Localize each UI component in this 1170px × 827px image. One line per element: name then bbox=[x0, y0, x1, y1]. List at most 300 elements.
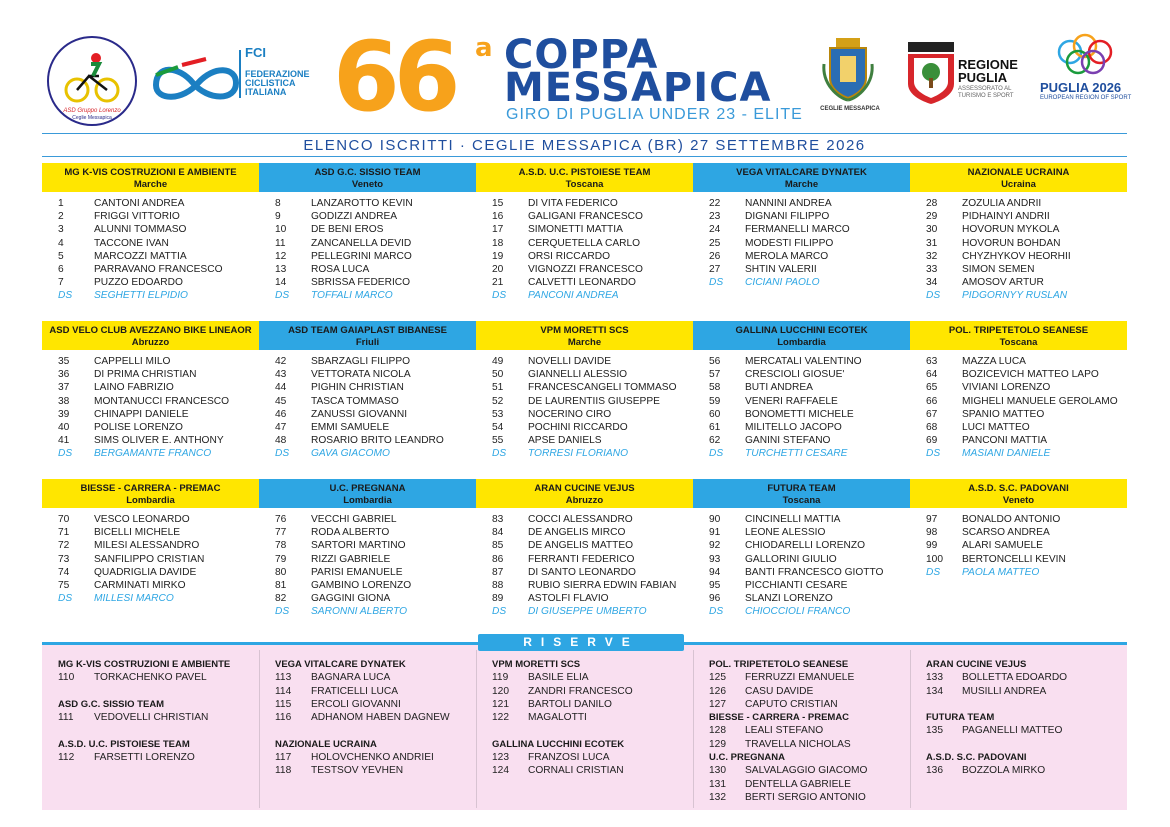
team-block bbox=[476, 479, 693, 619]
riserve-spacer bbox=[259, 724, 476, 737]
rider-row bbox=[693, 223, 910, 236]
team-name: VPM MORETTI SCS bbox=[540, 325, 629, 336]
ds-row bbox=[259, 289, 476, 302]
team-name: BIESSE - CARRERA - PREMAC bbox=[80, 483, 221, 494]
rider-name: COCCI ALESSANDRO bbox=[528, 514, 633, 525]
rider-row bbox=[476, 381, 693, 394]
team-region: Ucraina bbox=[1001, 179, 1036, 190]
rider-row bbox=[910, 381, 1127, 394]
rider-number: 25 bbox=[709, 237, 721, 249]
rider-list bbox=[476, 508, 693, 619]
rider-row bbox=[259, 355, 476, 368]
riserve-name: BOZZOLA MIRKO bbox=[962, 765, 1046, 777]
rider-name: LAINO FABRIZIO bbox=[94, 382, 174, 394]
rider-row bbox=[42, 381, 259, 394]
rider-number: 77 bbox=[275, 527, 287, 539]
team-block bbox=[259, 163, 476, 303]
rider-row bbox=[259, 421, 476, 434]
rider-number: 23 bbox=[709, 211, 721, 223]
rider-name: DI PRIMA CHRISTIAN bbox=[94, 369, 197, 381]
rider-name: SBARZAGLI FILIPPO bbox=[311, 356, 411, 367]
event-title-line2: MESSAPICA bbox=[504, 65, 772, 111]
rider-number: 80 bbox=[275, 566, 287, 578]
team-block bbox=[42, 321, 259, 461]
team-region: Lombardia bbox=[777, 337, 826, 348]
rider-row bbox=[42, 553, 259, 566]
riserve-name: FRANZOSI LUCA bbox=[528, 752, 610, 764]
rider-row bbox=[910, 276, 1127, 289]
rider-number: 32 bbox=[926, 250, 938, 262]
ds-row bbox=[42, 592, 259, 605]
riserve-number: 126 bbox=[709, 685, 726, 697]
riserve-name: FARSETTI LORENZO bbox=[94, 752, 195, 764]
team-block bbox=[42, 479, 259, 605]
team-block bbox=[693, 479, 910, 619]
rider-name: TACCONE IVAN bbox=[94, 237, 169, 249]
rider-name: NANNINI ANDREA bbox=[745, 198, 832, 209]
rider-name: SCARSO ANDREA bbox=[962, 527, 1050, 539]
team-header bbox=[259, 321, 476, 350]
rider-number: 93 bbox=[709, 553, 721, 565]
rider-list bbox=[259, 192, 476, 303]
riserve-name: BAGNARA LUCA bbox=[311, 672, 391, 684]
riserve-number: 134 bbox=[926, 685, 943, 697]
ds-name: CHIOCCIOLI FRANCO bbox=[745, 606, 851, 618]
riserve-row bbox=[476, 671, 693, 684]
riserve-spacer bbox=[476, 724, 693, 737]
riserve-name: SALVALAGGIO GIACOMO bbox=[745, 765, 868, 777]
rider-row bbox=[476, 237, 693, 250]
team-name: A.S.D. U.C. PISTOIESE TEAM bbox=[518, 167, 651, 178]
rider-row bbox=[259, 276, 476, 289]
riserve-name: HOLOVCHENKO ANDRIEI bbox=[311, 752, 434, 764]
rider-name: GAGGINI GIONA bbox=[311, 593, 391, 605]
rider-name: RODA ALBERTO bbox=[311, 527, 390, 539]
rider-number: 38 bbox=[58, 395, 70, 407]
rider-number: 71 bbox=[58, 527, 70, 539]
rider-number: 84 bbox=[492, 527, 504, 539]
rider-number: 10 bbox=[275, 224, 287, 236]
ds-name: DI GIUSEPPE UMBERTO bbox=[528, 606, 647, 618]
rider-row bbox=[476, 408, 693, 421]
rider-name: DE BENI EROS bbox=[311, 224, 384, 236]
event-subtitle: GIRO DI PUGLIA UNDER 23 - ELITE bbox=[506, 106, 803, 123]
riserve-row bbox=[693, 685, 910, 698]
riserve-number: 111 bbox=[58, 712, 74, 724]
rider-name: GANINI STEFANO bbox=[745, 435, 831, 447]
ds-row bbox=[476, 447, 693, 460]
rider-row bbox=[259, 526, 476, 539]
riserve-number: 123 bbox=[492, 752, 509, 764]
riserve-row bbox=[693, 738, 910, 751]
team-header bbox=[476, 479, 693, 508]
rider-number: 92 bbox=[709, 540, 721, 552]
riserve-row bbox=[42, 671, 259, 684]
team-block bbox=[693, 163, 910, 289]
rider-name: DE ANGELIS MATTEO bbox=[528, 540, 634, 552]
riserve-name: VEDOVELLI CHRISTIAN bbox=[94, 712, 209, 724]
riserve-name: TRAVELLA NICHOLAS bbox=[745, 738, 851, 750]
rider-row bbox=[910, 223, 1127, 236]
rider-row bbox=[259, 539, 476, 552]
rider-name: MIGHELI MANUELE GEROLAMO bbox=[962, 395, 1118, 407]
rider-number: 42 bbox=[275, 356, 287, 367]
rider-row bbox=[476, 210, 693, 223]
rider-row bbox=[693, 539, 910, 552]
riserve-team-name: ARAN CUCINE VEJUS bbox=[926, 659, 1027, 670]
rider-row bbox=[42, 263, 259, 276]
team-name: NAZIONALE UCRAINA bbox=[967, 167, 1070, 178]
rider-row bbox=[693, 526, 910, 539]
rider-number: 30 bbox=[926, 224, 938, 236]
rider-row bbox=[259, 434, 476, 447]
riserve-row bbox=[910, 724, 1127, 737]
ds-name: CICIANI PAOLO bbox=[745, 277, 820, 289]
ds-label: DS bbox=[709, 277, 724, 289]
rider-name: ORSI RICCARDO bbox=[528, 250, 611, 262]
rider-number: 61 bbox=[709, 421, 721, 433]
puglia-2026-title: PUGLIA 2026 bbox=[1040, 80, 1122, 95]
rider-row bbox=[42, 368, 259, 381]
riserve-row bbox=[693, 698, 910, 711]
rider-row bbox=[910, 395, 1127, 408]
rider-row bbox=[259, 197, 476, 210]
rider-name: POLISE LORENZO bbox=[94, 421, 183, 433]
rider-name: GODIZZI ANDREA bbox=[311, 211, 398, 223]
rider-name: VIGNOZZI FRANCESCO bbox=[528, 263, 643, 275]
rider-name: SIMONETTI MATTIA bbox=[528, 224, 623, 236]
rider-name: DIGNANI FILIPPO bbox=[745, 211, 830, 223]
team-region: Toscana bbox=[565, 179, 604, 190]
ds-label: DS bbox=[709, 448, 724, 460]
team-block bbox=[42, 163, 259, 303]
rider-row bbox=[259, 250, 476, 263]
rider-number: 72 bbox=[58, 540, 70, 552]
riserve-number: 112 bbox=[58, 752, 75, 764]
regione-title-2: PUGLIA bbox=[958, 70, 1008, 85]
rider-name: FRANCESCANGELI TOMMASO bbox=[528, 382, 677, 394]
rider-row bbox=[259, 223, 476, 236]
riserve-row bbox=[476, 685, 693, 698]
rider-name: NOVELLI DAVIDE bbox=[528, 356, 612, 367]
rider-name: VECCHI GABRIEL bbox=[311, 514, 397, 525]
rider-name: LUCI MATTEO bbox=[962, 421, 1030, 433]
ds-row bbox=[910, 289, 1127, 302]
rider-name: PICCHIANTI CESARE bbox=[745, 579, 848, 591]
rider-name: FERMANELLI MARCO bbox=[745, 224, 850, 236]
riserve-team-name: A.S.D. S.C. PADOVANI bbox=[926, 752, 1027, 764]
rider-row bbox=[693, 566, 910, 579]
team-header bbox=[910, 163, 1127, 192]
rider-name: VETTORATA NICOLA bbox=[311, 369, 411, 381]
team-name: ASD TEAM GAIAPLAST BIBANESE bbox=[288, 325, 447, 336]
riserve-number: 125 bbox=[709, 672, 726, 684]
rider-row bbox=[42, 395, 259, 408]
riserve-row bbox=[910, 671, 1127, 684]
rider-row bbox=[476, 250, 693, 263]
riserve-number: 127 bbox=[709, 698, 726, 710]
rider-name: QUADRIGLIA DAVIDE bbox=[94, 566, 197, 578]
regione-title-1: REGIONE bbox=[958, 57, 1018, 72]
rider-name: ZANCANELLA DEVID bbox=[311, 237, 412, 249]
rider-number: 75 bbox=[58, 579, 70, 591]
ds-name: SARONNI ALBERTO bbox=[311, 606, 408, 618]
riserve-number: 120 bbox=[492, 685, 509, 697]
riserve-row bbox=[259, 685, 476, 698]
rider-row bbox=[476, 223, 693, 236]
ds-name: BERGAMANTE FRANCO bbox=[94, 448, 212, 460]
rider-row bbox=[910, 250, 1127, 263]
rider-number: 49 bbox=[492, 356, 504, 367]
rider-number: 76 bbox=[275, 514, 287, 525]
rider-row bbox=[476, 395, 693, 408]
rider-row bbox=[910, 197, 1127, 210]
rider-number: 8 bbox=[275, 198, 281, 209]
team-name: U.C. PREGNANA bbox=[329, 483, 406, 494]
rider-row bbox=[693, 368, 910, 381]
rider-row bbox=[476, 553, 693, 566]
rider-number: 65 bbox=[926, 382, 938, 394]
rider-name: PELLEGRINI MARCO bbox=[311, 250, 412, 262]
riserve-team-name: FUTURA TEAM bbox=[926, 712, 995, 724]
rider-row bbox=[476, 434, 693, 447]
rider-name: LEONE ALESSIO bbox=[745, 527, 826, 539]
riserve-row bbox=[476, 711, 693, 724]
rider-name: PUZZO EDOARDO bbox=[94, 277, 183, 289]
rider-number: 24 bbox=[709, 224, 721, 236]
rider-number: 2 bbox=[58, 211, 64, 223]
rider-row bbox=[42, 276, 259, 289]
rider-name: BUTI ANDREA bbox=[745, 382, 813, 394]
rider-row bbox=[693, 395, 910, 408]
riserve-row bbox=[42, 751, 259, 764]
ds-row bbox=[693, 605, 910, 618]
rider-row bbox=[259, 553, 476, 566]
riserve-number: 122 bbox=[492, 712, 509, 724]
rider-name: HOVORUN BOHDAN bbox=[962, 237, 1061, 249]
logo-text-2: Ceglie Messapica bbox=[72, 115, 112, 121]
rider-number: 28 bbox=[926, 198, 938, 209]
team-name: A.S.D. S.C. PADOVANI bbox=[968, 483, 1069, 494]
rider-number: 3 bbox=[58, 224, 64, 236]
rider-row bbox=[476, 355, 693, 368]
rider-row bbox=[910, 539, 1127, 552]
riserve-row bbox=[476, 751, 693, 764]
riserve-team-name: A.S.D. U.C. PISTOIESE TEAM bbox=[58, 738, 190, 750]
rider-row bbox=[476, 276, 693, 289]
gruppo-lorenzo-logo bbox=[47, 36, 137, 126]
rider-row bbox=[42, 421, 259, 434]
rider-list bbox=[259, 350, 476, 461]
riserve-row bbox=[42, 711, 259, 724]
rider-list bbox=[42, 508, 259, 605]
rider-number: 13 bbox=[275, 263, 287, 275]
rider-row bbox=[476, 421, 693, 434]
riserve-column bbox=[259, 658, 476, 778]
riserve-row bbox=[910, 764, 1127, 777]
rider-row bbox=[259, 566, 476, 579]
riserve-number: 118 bbox=[275, 765, 292, 777]
rider-name: SBRISSA FEDERICO bbox=[311, 277, 411, 289]
rider-name: GIANNELLI ALESSIO bbox=[528, 369, 628, 381]
riserve-row bbox=[476, 764, 693, 777]
ds-row bbox=[259, 605, 476, 618]
team-region: Toscana bbox=[782, 495, 821, 506]
rider-row bbox=[42, 197, 259, 210]
rider-name: BOZICEVICH MATTEO LAPO bbox=[962, 369, 1099, 381]
rider-name: SLANZI LORENZO bbox=[745, 593, 833, 605]
riserve-team-name: U.C. PREGNANA bbox=[709, 752, 786, 764]
riserve-team-name: POL. TRIPETETOLO SEANESE bbox=[709, 659, 849, 670]
rider-row bbox=[476, 526, 693, 539]
rider-row bbox=[42, 250, 259, 263]
riserve-number: 128 bbox=[709, 725, 726, 737]
rider-row bbox=[42, 513, 259, 526]
riserve-column bbox=[42, 658, 259, 764]
team-header bbox=[476, 163, 693, 192]
riserve-number: 115 bbox=[275, 698, 292, 710]
rider-number: 57 bbox=[709, 369, 721, 381]
riserve-team-name: VEGA VITALCARE DYNATEK bbox=[275, 659, 406, 670]
rider-row bbox=[42, 355, 259, 368]
rider-name: CINCINELLI MATTIA bbox=[745, 514, 841, 525]
riserve-team-name: NAZIONALE UCRAINA bbox=[275, 738, 377, 750]
rider-name: PARRAVANO FRANCESCO bbox=[94, 263, 223, 275]
rider-row bbox=[910, 526, 1127, 539]
riserve-number: 116 bbox=[275, 712, 292, 724]
rider-name: FERRANTI FEDERICO bbox=[528, 553, 635, 565]
riserve-row bbox=[259, 671, 476, 684]
rider-number: 64 bbox=[926, 369, 938, 381]
rider-row bbox=[259, 210, 476, 223]
rider-name: BICELLI MICHELE bbox=[94, 527, 181, 539]
ds-row bbox=[476, 289, 693, 302]
rider-number: 46 bbox=[275, 408, 287, 420]
riserve-spacer bbox=[42, 724, 259, 737]
riserve-name: MAGALOTTI bbox=[528, 712, 587, 724]
rider-name: POCHINI RICCARDO bbox=[528, 421, 628, 433]
riserve-row bbox=[259, 698, 476, 711]
rider-row bbox=[259, 579, 476, 592]
rider-number: 9 bbox=[275, 211, 281, 223]
riserve-name: FRATICELLI LUCA bbox=[311, 685, 398, 697]
rider-name: ZANUSSI GIOVANNI bbox=[311, 408, 408, 420]
rider-row bbox=[693, 210, 910, 223]
rider-number: 47 bbox=[275, 421, 287, 433]
riserve-name: CORNALI CRISTIAN bbox=[528, 765, 624, 777]
rider-number: 39 bbox=[58, 408, 70, 420]
riserve-divider bbox=[476, 650, 477, 808]
rider-name: VENERI RAFFAELE bbox=[745, 395, 838, 407]
team-region: Lombardia bbox=[343, 495, 392, 506]
rider-name: NOCERINO CIRO bbox=[528, 408, 612, 420]
rider-number: 96 bbox=[709, 593, 721, 605]
rider-number: 22 bbox=[709, 198, 721, 209]
ds-name: GAVA GIACOMO bbox=[311, 448, 390, 460]
rider-name: BERTONCELLI KEVIN bbox=[962, 553, 1066, 565]
ds-label: DS bbox=[275, 290, 290, 302]
fci-line-2: CICLISTICA bbox=[245, 78, 296, 88]
team-region: Veneto bbox=[1002, 495, 1035, 506]
riserve-number: 121 bbox=[492, 698, 509, 710]
rider-name: ROSARIO BRITO LEANDRO bbox=[311, 435, 444, 447]
rider-row bbox=[693, 263, 910, 276]
rider-list bbox=[910, 508, 1127, 579]
riserve-name: ERCOLI GIOVANNI bbox=[311, 698, 401, 710]
rider-name: DE ANGELIS MIRCO bbox=[528, 527, 626, 539]
team-header bbox=[42, 321, 259, 350]
team-block bbox=[476, 163, 693, 303]
ds-name: TORRESI FLORIANO bbox=[528, 448, 629, 460]
riserve-team-name: VPM MORETTI SCS bbox=[492, 659, 581, 670]
rider-list bbox=[693, 350, 910, 461]
rider-number: 100 bbox=[926, 553, 943, 565]
rider-row bbox=[259, 592, 476, 605]
rider-number: 88 bbox=[492, 579, 504, 591]
team-header bbox=[259, 479, 476, 508]
riserve-number: 113 bbox=[275, 672, 292, 684]
rider-number: 69 bbox=[926, 435, 938, 447]
riserve-row bbox=[910, 685, 1127, 698]
ds-label: DS bbox=[926, 290, 941, 302]
team-block bbox=[259, 321, 476, 461]
rider-number: 5 bbox=[58, 250, 64, 262]
rider-row bbox=[259, 408, 476, 421]
rider-row bbox=[42, 223, 259, 236]
rider-name: LANZAROTTO KEVIN bbox=[311, 198, 413, 209]
rider-number: 79 bbox=[275, 553, 287, 565]
rider-number: 90 bbox=[709, 514, 721, 525]
rider-number: 99 bbox=[926, 540, 938, 552]
rider-name: GALLORINI GIULIO bbox=[745, 553, 837, 565]
regione-puglia-emblem bbox=[906, 40, 956, 106]
rider-name: ROSA LUCA bbox=[311, 263, 370, 275]
rider-row bbox=[693, 513, 910, 526]
rider-row bbox=[259, 381, 476, 394]
rider-row bbox=[693, 237, 910, 250]
rider-row bbox=[476, 566, 693, 579]
rider-number: 26 bbox=[709, 250, 721, 262]
rider-number: 18 bbox=[492, 237, 504, 249]
team-block bbox=[693, 321, 910, 461]
rider-row bbox=[42, 579, 259, 592]
rider-row bbox=[476, 579, 693, 592]
team-region: Friuli bbox=[355, 337, 380, 348]
rider-name: CANTONI ANDREA bbox=[94, 198, 185, 209]
riserve-row bbox=[693, 778, 910, 791]
ds-name: MILLESI MARCO bbox=[94, 593, 174, 605]
rider-name: DI SANTO LEONARDO bbox=[528, 566, 636, 578]
rider-row bbox=[910, 421, 1127, 434]
team-name: ARAN CUCINE VEJUS bbox=[534, 483, 635, 494]
ds-label: DS bbox=[275, 448, 290, 460]
riserve-name: PAGANELLI MATTEO bbox=[962, 725, 1063, 737]
ds-row bbox=[42, 289, 259, 302]
riserve-name: TESTSOV YEVHEN bbox=[311, 765, 404, 777]
riserve-spacer bbox=[910, 738, 1127, 751]
team-block bbox=[910, 321, 1127, 461]
rider-list bbox=[42, 192, 259, 303]
rider-list bbox=[693, 508, 910, 619]
rider-number: 31 bbox=[926, 237, 938, 249]
rider-number: 29 bbox=[926, 211, 938, 223]
rider-number: 81 bbox=[275, 579, 287, 591]
rider-name: CRESCIOLI GIOSUE' bbox=[745, 369, 845, 381]
team-region: Toscana bbox=[999, 337, 1038, 348]
rider-row bbox=[42, 566, 259, 579]
fci-line-1: FEDERAZIONE bbox=[245, 69, 310, 79]
rider-name: CHIODARELLI LORENZO bbox=[745, 540, 866, 552]
